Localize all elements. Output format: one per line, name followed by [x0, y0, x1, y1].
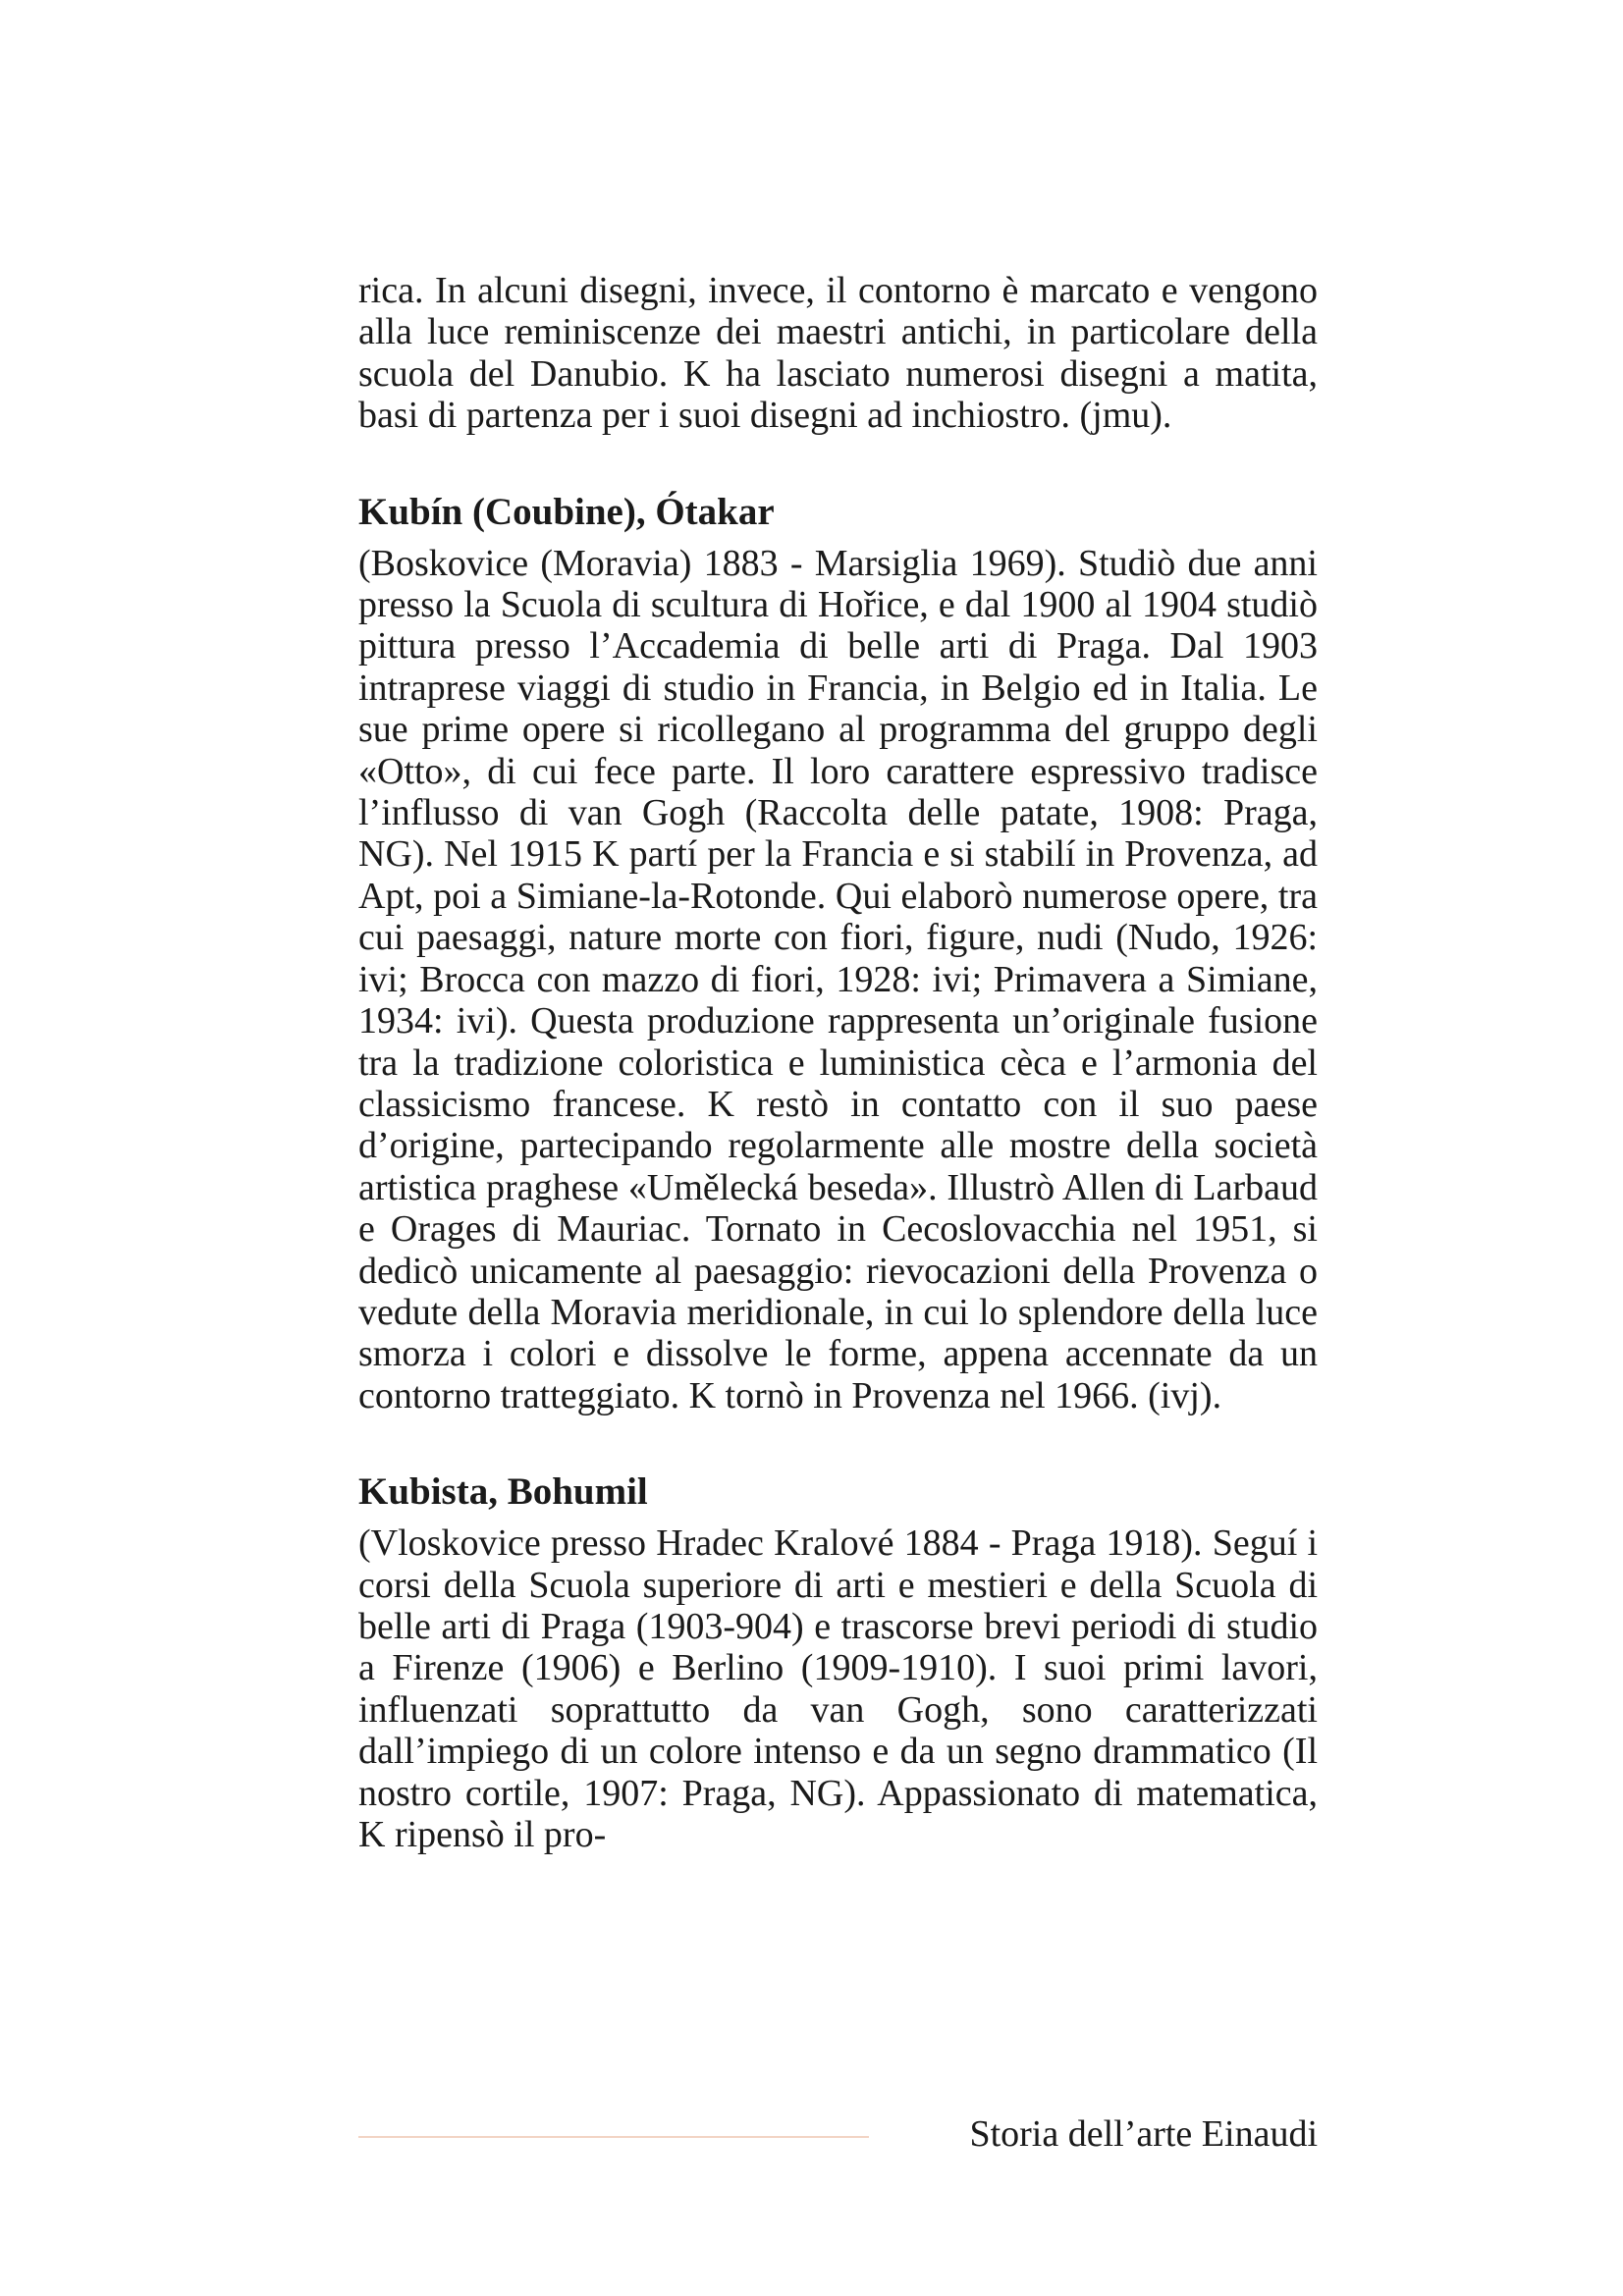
entry-body-kubista: (Vloskovice presso Hradec Kralové 1884 - Praga 1918). Seguí i corsi della Scuola superiore di arti e mestieri e della Scuola di belle arti di Praga (1903-904) e trascorse brevi periodi di studio a Firenze (1906) e Berlino (1909-1910). I suoi primi lavori, influenzati soprattutto da van Gogh, sono caratterizzati dall’impiego di un colore intenso e da un segno drammatico (Il nostro cortile, 1907: Praga, NG). Appassionato di matematica, K ripensò il pro-	[358, 1522, 1318, 1855]
footer-divider	[358, 2136, 869, 2138]
entry-heading-kubin: Kubín (Coubine), Ótakar	[358, 490, 775, 533]
text-column	[358, 270, 1318, 1855]
page-footer	[358, 2112, 1318, 2162]
intro-paragraph: rica. In alcuni disegni, invece, il contorno è marcato e vengono alla luce reminiscenze dei maestri antichi, in particolare della scuola del Danubio. K ha lasciato numerosi disegni a matita, basi di partenza per i suoi disegni ad inchiostro. (jmu).	[358, 270, 1318, 437]
entry-body-kubin: (Boskovice (Moravia) 1883 - Marsiglia 1969). Studiò due anni presso la Scuola di scultura di Hořice, e dal 1900 al 1904 studiò pittura presso l’Accademia di belle arti di Praga. Dal 1903 intraprese viaggi di studio in Francia, in Belgio ed in Italia. Le sue prime opere si ricollegano al programma del gruppo degli «Otto», di cui fece parte. Il loro carattere espressivo tradisce l’influsso di van Gogh (Raccolta delle patate, 1908: Praga, NG). Nel 1915 K partí per la Francia e si stabilí in Provenza, ad Apt, poi a Simiane-la-Rotonde. Qui elaborò numerose opere, tra cui paesaggi, nature morte con fiori, figure, nudi (Nudo, 1926: ivi; Brocca con mazzo di fiori, 1928: ivi; Primavera a Simiane, 1934: ivi). Questa produzione rappresenta un’originale fusione tra la tradizione coloristica e luministica cèca e l’armonia del classicismo francese. K restò in contatto con il suo paese d’origine, partecipando regolarmente alle mostre della società artistica praghese «Umělecká beseda». Illustrò Allen di Larbaud e Orages di Mauriac. Tornato in Cecoslovacchia nel 1951, si dedicò unicamente al paesaggio: rievocazioni della Provenza o vedute della Moravia meridionale, in cui lo splendore della luce smorza i colori e dissolve le forme, appena accennate da un contorno tratteggiato. K tornò in Provenza nel 1966. (ivj).	[358, 542, 1318, 1416]
entry-heading-kubista: Kubista, Bohumil	[358, 1470, 648, 1514]
footer-title: Storia dell’arte Einaudi	[969, 2113, 1318, 2155]
